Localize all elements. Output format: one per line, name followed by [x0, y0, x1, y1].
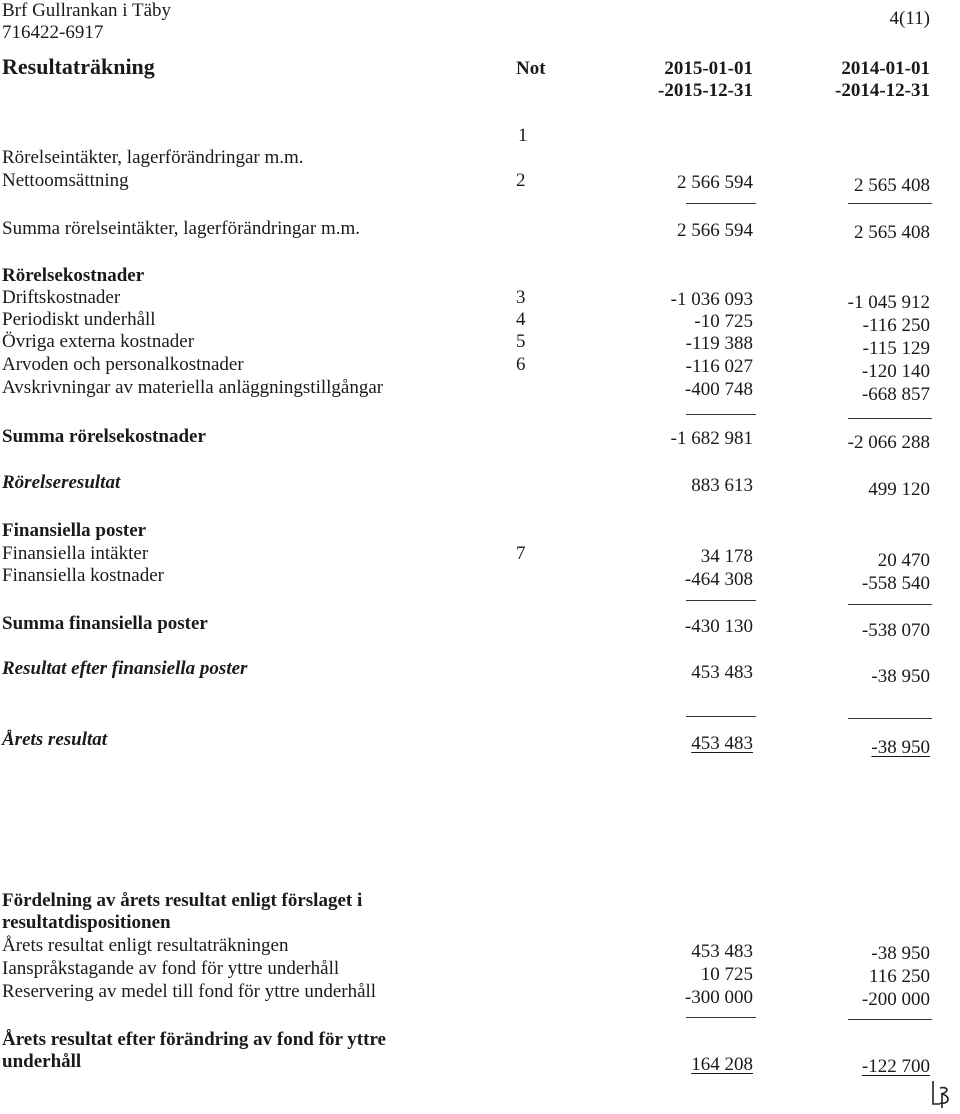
cost-label: Avskrivningar av materiella anläggningstillgångar: [2, 377, 384, 398]
year-result-2014: -38 950: [871, 737, 930, 758]
final-result-label-cont: underhåll: [2, 1051, 82, 1072]
allocation-label: Reservering av medel till fond för yttre underhåll: [2, 981, 377, 1002]
sum-rule: [686, 414, 756, 415]
cost-2014: -116 250: [862, 315, 930, 336]
cost-2014: -668 857: [861, 384, 930, 405]
cost-2015: -10 725: [694, 311, 753, 332]
period-2014-end: -2014-12-31: [835, 80, 930, 101]
cost-label: Övriga externa kostnader: [2, 331, 195, 352]
costs-sum-2014: -2 066 288: [847, 432, 930, 453]
costs-sum-2015: -1 682 981: [670, 428, 753, 449]
cost-2015: -119 388: [685, 333, 753, 354]
note-ref: 3: [516, 287, 526, 308]
final-result-label: Årets resultat efter förändring av fond för yttre: [2, 1029, 386, 1050]
sum-rule: [848, 604, 932, 605]
signature-initials: [928, 1078, 954, 1110]
costs-heading: Rörelsekostnader: [2, 265, 145, 286]
result-after-financial-2015: 453 483: [691, 662, 753, 683]
financial-sum-2015: -430 130: [684, 616, 753, 637]
allocation-2014: 116 250: [868, 966, 930, 987]
sum-rule: [686, 716, 756, 717]
financial-income-label: Finansiella intäkter: [2, 543, 149, 564]
cost-2015: -1 036 093: [670, 289, 753, 310]
org-number: 716422-6917: [2, 22, 104, 43]
financial-cost-label: Finansiella kostnader: [2, 565, 164, 586]
cost-2015: -400 748: [684, 379, 753, 400]
allocation-2014: -200 000: [861, 989, 930, 1010]
note-ref: 2: [516, 170, 526, 191]
allocation-2014: -38 950: [871, 943, 930, 964]
allocation-label: Ianspråkstagande av fond för yttre underhåll: [2, 958, 340, 979]
final-result-2014: -122 700: [861, 1056, 930, 1077]
sum-rule: [686, 203, 756, 204]
note-ref: 4: [516, 309, 526, 330]
allocation-label: Årets resultat enligt resultaträkningen: [2, 935, 289, 956]
year-result-2015: 453 483: [691, 733, 753, 754]
page-number: 4(11): [889, 8, 930, 29]
financial-sum-label: Summa finansiella poster: [2, 613, 208, 634]
revenue-sum-2014: 2 565 408: [854, 222, 930, 243]
year-result-label: Årets resultat: [2, 729, 108, 750]
result-after-financial-label: Resultat efter finansiella poster: [2, 658, 248, 679]
page-title: Resultaträkning: [2, 54, 155, 79]
operating-result-label: Rörelseresultat: [2, 472, 121, 493]
sum-rule: [686, 1017, 756, 1018]
cost-2015: -116 027: [685, 356, 753, 377]
allocation-2015: 453 483: [691, 941, 753, 962]
revenue-sum-label: Summa rörelseintäkter, lagerförändringar m.m.: [2, 218, 361, 239]
period-2015-start: 2015-01-01: [664, 58, 753, 79]
net-sales-2015: 2 566 594: [677, 172, 753, 193]
period-2014-start: 2014-01-01: [841, 58, 930, 79]
sum-rule: [686, 600, 756, 601]
operating-result-2014: 499 120: [868, 479, 930, 500]
sum-rule: [848, 1019, 932, 1020]
cost-label: Driftskostnader: [2, 287, 121, 308]
allocation-2015: -300 000: [684, 987, 753, 1008]
financial-income-2015: 34 178: [700, 546, 753, 567]
cost-2014: -115 129: [862, 338, 930, 359]
net-sales-label: Nettoomsättning: [2, 170, 129, 191]
financial-income-2014: 20 470: [877, 550, 930, 571]
financial-cost-2015: -464 308: [684, 569, 753, 590]
revenue-heading: Rörelseintäkter, lagerförändringar m.m.: [2, 147, 304, 168]
note-ref: 6: [516, 354, 526, 375]
financial-cost-2014: -558 540: [861, 573, 930, 594]
allocation-2015: 10 725: [700, 964, 753, 985]
financial-heading: Finansiella poster: [2, 520, 147, 541]
note-ref: 7: [516, 543, 526, 564]
financial-sum-2014: -538 070: [861, 620, 930, 641]
not-column-header: Not: [516, 58, 546, 79]
revenue-sum-2015: 2 566 594: [677, 220, 753, 241]
allocation-heading: Fördelning av årets resultat enligt förslaget i: [2, 890, 363, 911]
allocation-heading-cont: resultatdispositionen: [2, 912, 171, 933]
sum-rule: [848, 418, 932, 419]
result-after-financial-2014: -38 950: [871, 666, 930, 687]
period-2015-end: -2015-12-31: [658, 80, 753, 101]
cost-2014: -1 045 912: [847, 292, 930, 313]
sum-rule: [848, 718, 932, 719]
final-result-2015: 164 208: [691, 1054, 753, 1075]
org-name: Brf Gullrankan i Täby: [2, 0, 172, 21]
note-ref: 5: [516, 331, 526, 352]
cost-label: Periodiskt underhåll: [2, 309, 156, 330]
costs-sum-label: Summa rörelsekostnader: [2, 426, 206, 447]
cost-label: Arvoden och personalkostnader: [2, 354, 244, 375]
operating-result-2015: 883 613: [691, 475, 753, 496]
note-ref: 1: [518, 125, 528, 146]
net-sales-2014: 2 565 408: [854, 175, 930, 196]
cost-2014: -120 140: [861, 361, 930, 382]
sum-rule: [848, 203, 932, 204]
